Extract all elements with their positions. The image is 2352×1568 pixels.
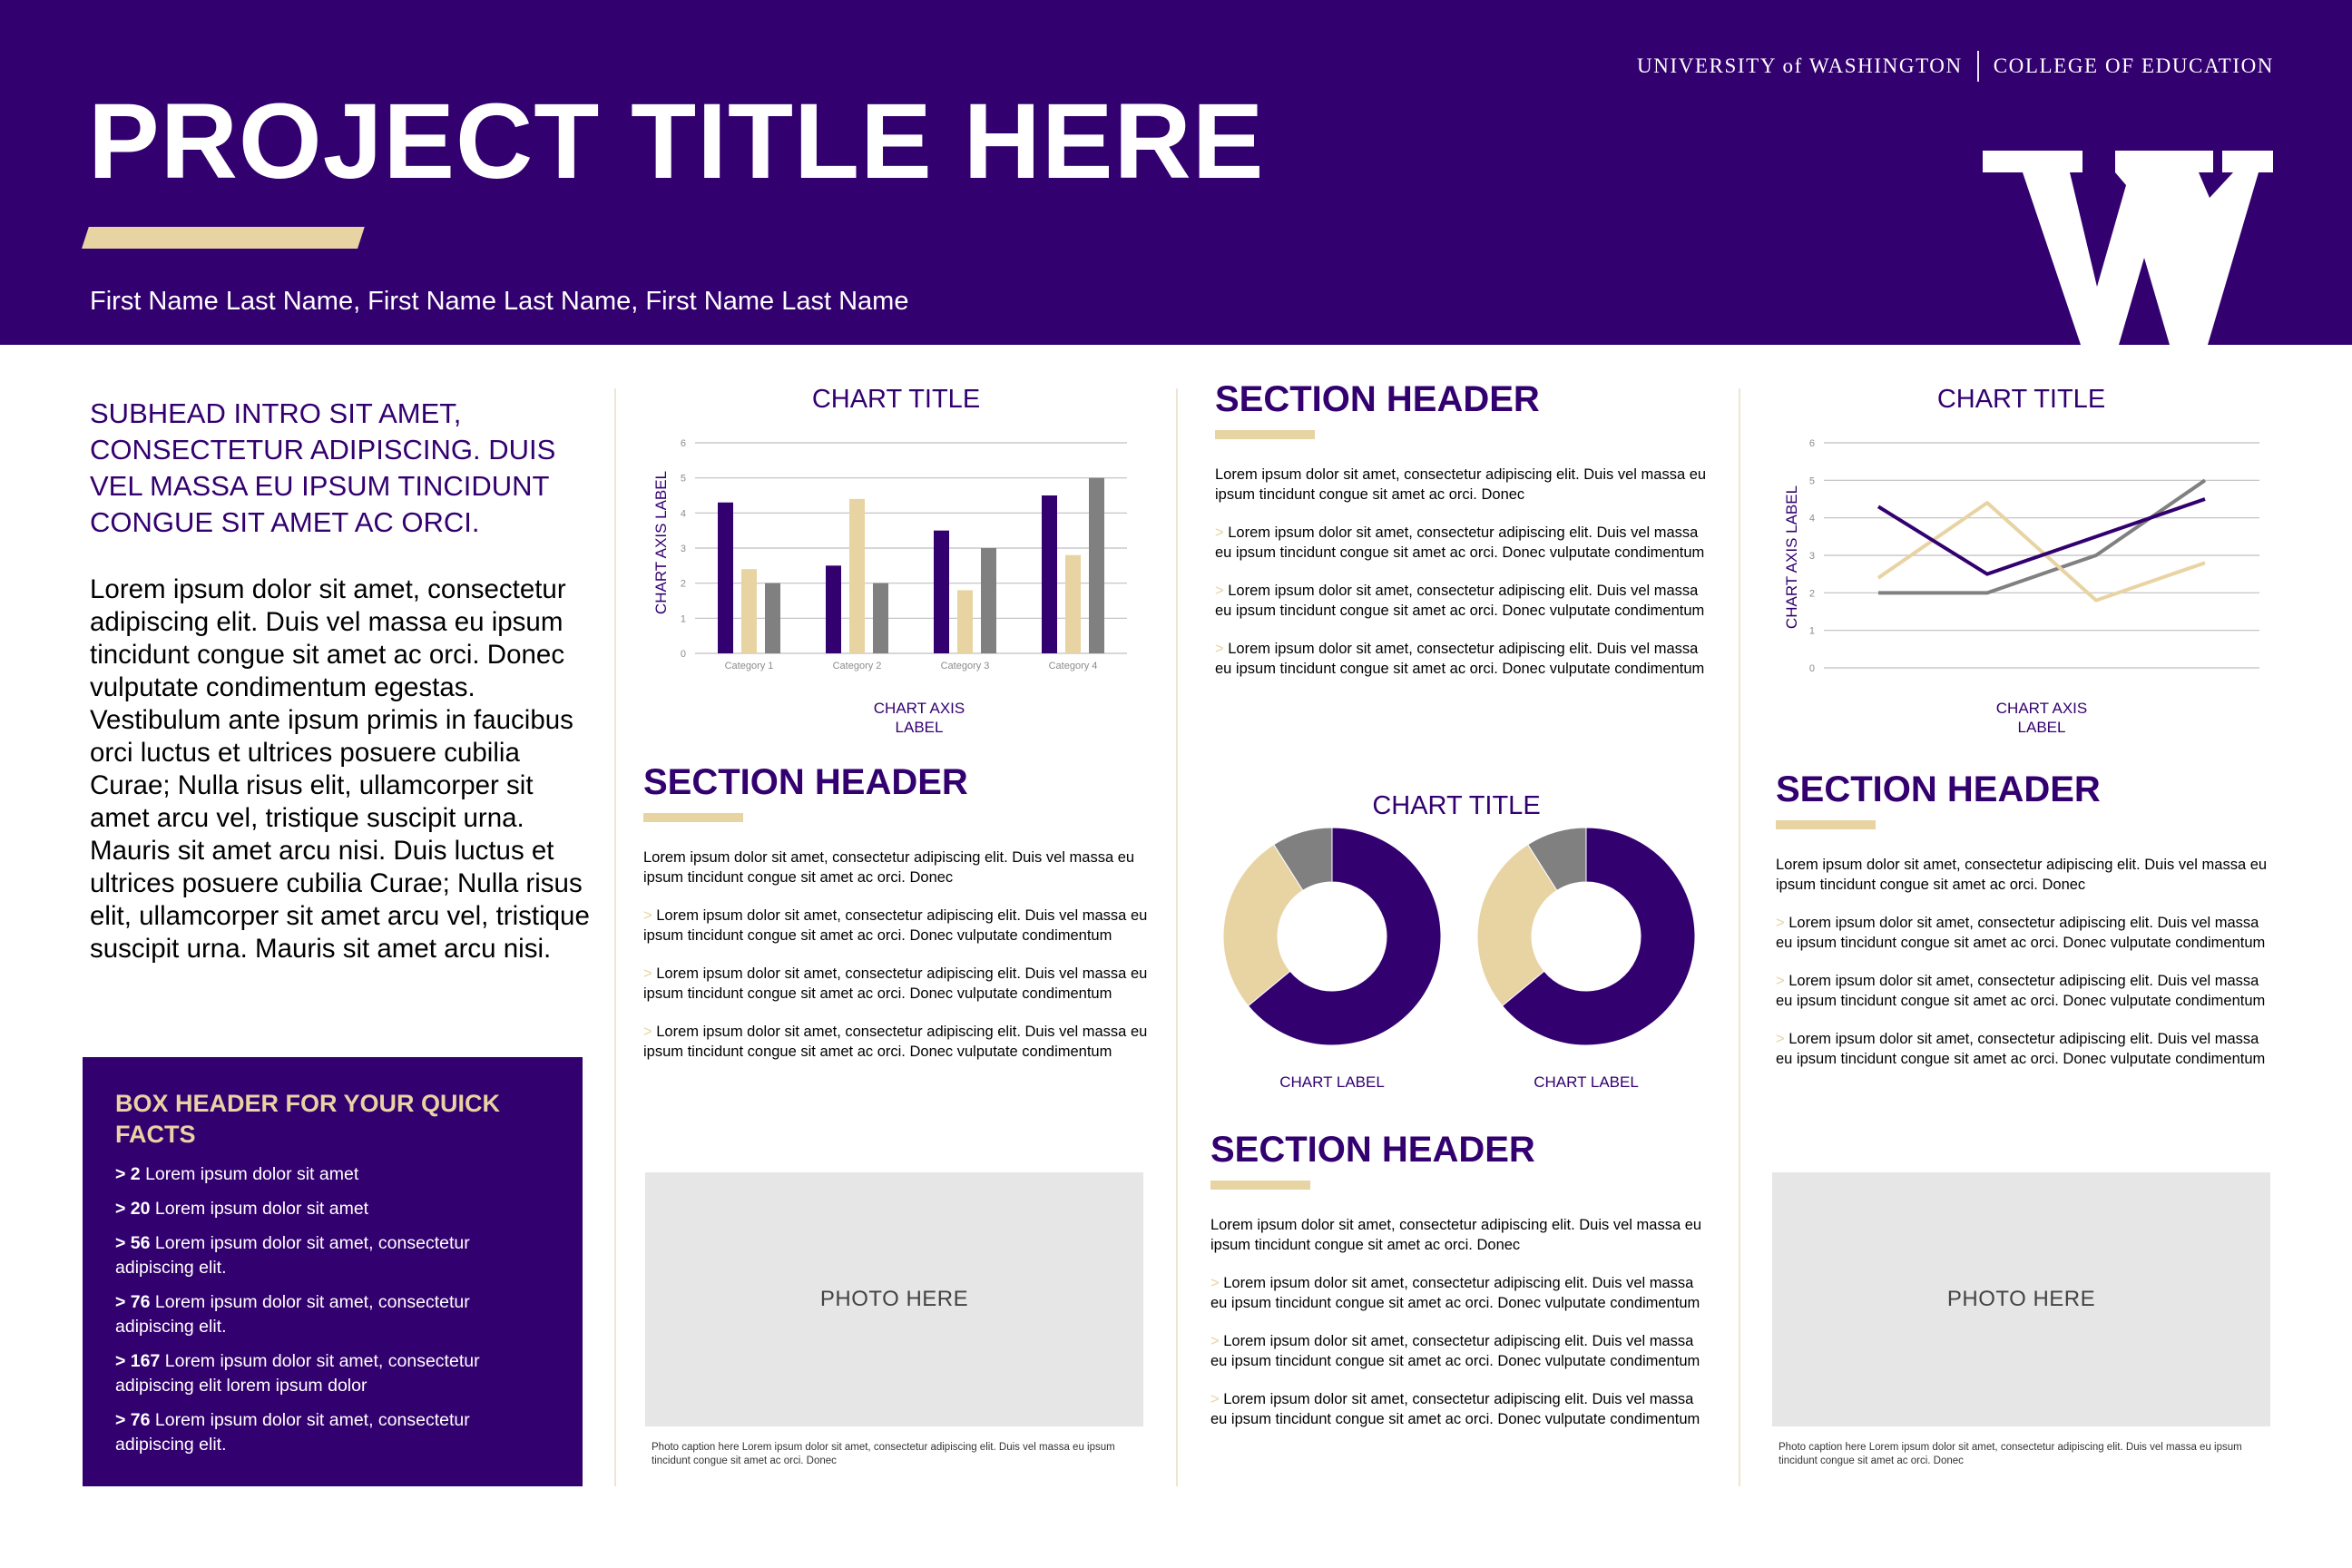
bullet-text: Lorem ipsum dolor sit amet, consectetur adipiscing elit. Duis vel massa eu ipsum tincidunt congue sit amet ac orci. Donec vulputate condimentum [643, 1024, 1148, 1060]
section-bullet [1215, 523, 1719, 563]
fact-text: Lorem ipsum dolor sit amet, consectetur adipiscing elit lorem ipsum dolor [115, 1351, 480, 1396]
fact-item [115, 1197, 550, 1221]
fact-number: > 56 [115, 1233, 151, 1253]
donut-right-label: CHART LABEL [1534, 1073, 1639, 1091]
fact-number: > 20 [115, 1199, 151, 1219]
section-bullet [643, 1022, 1152, 1062]
university-wordmark [1637, 51, 2274, 82]
section-bullet [1776, 913, 2279, 953]
section-rule [1215, 430, 1315, 439]
y-tick-label: 5 [680, 473, 686, 485]
section-header: SECTION HEADER [643, 762, 968, 802]
x-tick-label: Category 2 [832, 661, 882, 671]
bar [826, 565, 841, 653]
title-underline [82, 227, 365, 249]
college-name: COLLEGE OF EDUCATION [1993, 54, 2274, 77]
column-divider [614, 388, 616, 1486]
y-tick-label: 1 [680, 613, 686, 625]
bar [718, 503, 733, 653]
bar [765, 583, 780, 653]
intro-subhead: SUBHEAD INTRO SIT AMET, CONSECTETUR ADIPISCING. DUIS VEL MASSA EU IPSUM TINCIDUNT CONGUE SIT AMET AC ORCI. [90, 397, 556, 538]
section-header: SECTION HEADER [1215, 379, 1540, 419]
line-chart-y-axis-label: CHART AXIS LABEL [1783, 485, 1800, 630]
fact-item [115, 1231, 550, 1280]
y-tick-label: 6 [680, 438, 686, 449]
fact-text: Lorem ipsum dolor sit amet, consectetur adipiscing elit. [115, 1292, 470, 1337]
line-chart-x-axis-label: CHART AXIS LABEL [1995, 700, 2088, 736]
column-divider [1176, 388, 1178, 1486]
bullet-text: Lorem ipsum dolor sit amet, consectetur adipiscing elit. Duis vel massa eu ipsum tincidunt congue sit amet ac orci. Donec vulputate condimentum [1215, 641, 1705, 677]
poster-title: PROJECT TITLE HERE [88, 82, 1265, 201]
section-header: SECTION HEADER [1210, 1130, 1535, 1170]
y-tick-label: 5 [1808, 475, 1815, 487]
section-col4 [1776, 768, 2279, 1087]
bar [873, 583, 888, 653]
photo-caption: Photo caption here Lorem ipsum dolor sit amet, consectetur adipiscing elit. Duis vel massa eu ipsum tincidunt congue sit amet ac orci. Donec [652, 1442, 1115, 1466]
bullet-text: Lorem ipsum dolor sit amet, consectetur adipiscing elit. Duis vel massa eu ipsum tincidunt congue sit amet ac orci. Donec vulputate condimentum [1776, 915, 2266, 951]
section-rule [1776, 820, 1876, 829]
section-bullet [1210, 1331, 1714, 1371]
line-chart-title: CHART TITLE [1936, 385, 2106, 414]
bar [934, 531, 949, 653]
section-paragraph: Lorem ipsum dolor sit amet, consectetur adipiscing elit. Duis vel massa eu ipsum tincidunt congue sit amet ac orci. Donec [1776, 857, 2268, 893]
uw-w-logo [1983, 151, 2273, 345]
bullet-text: Lorem ipsum dolor sit amet, consectetur adipiscing elit. Duis vel massa eu ipsum tincidunt congue sit amet ac orci. Donec vulputate condimentum [643, 907, 1148, 944]
bullet-text: Lorem ipsum dolor sit amet, consectetur adipiscing elit. Duis vel massa eu ipsum tincidunt congue sit amet ac orci. Donec vulputate condimentum [1210, 1333, 1700, 1369]
bullet-text: Lorem ipsum dolor sit amet, consectetur adipiscing elit. Duis vel massa eu ipsum tincidunt congue sit amet ac orci. Donec vulputate condimentum [1776, 1031, 2266, 1067]
section-header: SECTION HEADER [1776, 769, 2101, 809]
y-tick-label: 2 [1808, 588, 1815, 600]
university-name: UNIVERSITY of WASHINGTON [1637, 54, 1963, 77]
bullet-text: Lorem ipsum dolor sit amet, consectetur adipiscing elit. Duis vel massa eu ipsum tincidunt congue sit amet ac orci. Donec vulputate condimentum [1210, 1391, 1700, 1427]
donut-chart-right [1475, 826, 1697, 1047]
fact-item [115, 1349, 550, 1398]
section-col3-top [1215, 377, 1719, 697]
series-line [1878, 499, 2205, 574]
section-bullet [1210, 1273, 1714, 1313]
bullet-marker: > [643, 965, 652, 982]
bar [1065, 555, 1081, 653]
intro-body: Lorem ipsum dolor sit amet, consectetur adipiscing elit. Duis vel massa eu ipsum tincidunt congue sit amet ac orci. Donec vulputate condimentum egestas. Vestibulum ante ipsum primis in faucibus orci luctus et ultrices posuere cubilia Curae; Nulla risus elit, ullamcorper sit amet arcu vel, tristique suscipit urna. Mauris sit amet arcu nisi. Duis luctus et ultrices posuere cubilia Curae; Nulla risus elit, ullamcorper sit amet arcu vel, tristique suscipit urna. Mauris sit amet arcu nisi. [90, 574, 590, 964]
x-tick-label: Category 4 [1048, 661, 1098, 671]
bar [1089, 478, 1104, 653]
bullet-marker: > [643, 1024, 652, 1040]
y-tick-label: 0 [680, 649, 686, 660]
section-paragraph: Lorem ipsum dolor sit amet, consectetur adipiscing elit. Duis vel massa eu ipsum tincidunt congue sit amet ac orci. Donec [643, 849, 1135, 886]
bullet-text: Lorem ipsum dolor sit amet, consectetur adipiscing elit. Duis vel massa eu ipsum tincidunt congue sit amet ac orci. Donec vulputate condimentum [643, 965, 1148, 1002]
bullet-marker: > [1210, 1275, 1220, 1291]
bar [741, 569, 757, 653]
section-paragraph: Lorem ipsum dolor sit amet, consectetur adipiscing elit. Duis vel massa eu ipsum tincidunt congue sit amet ac orci. Donec [1210, 1217, 1702, 1253]
bullet-text: Lorem ipsum dolor sit amet, consectetur adipiscing elit. Duis vel massa eu ipsum tincidunt congue sit amet ac orci. Donec vulputate condimentum [1215, 583, 1705, 619]
fact-text: Lorem ipsum dolor sit amet [140, 1164, 359, 1184]
bullet-marker: > [1210, 1391, 1220, 1407]
y-tick-label: 4 [680, 508, 686, 520]
photo-placeholder: PHOTO HERE [645, 1172, 1143, 1426]
y-tick-label: 3 [1808, 551, 1815, 562]
y-tick-label: 0 [1808, 663, 1815, 674]
bullet-marker: > [643, 907, 652, 924]
y-tick-label: 2 [680, 578, 686, 590]
fact-number: > 76 [115, 1410, 151, 1430]
quick-facts-header: BOX HEADER FOR YOUR QUICK FACTS [115, 1090, 501, 1148]
section-bullet [1215, 581, 1719, 621]
wordmark-divider [1977, 51, 1979, 82]
section-rule [643, 813, 743, 822]
x-tick-label: Category 1 [724, 661, 774, 671]
donut-charts-title: CHART TITLE [1372, 791, 1541, 820]
section-bullet [1776, 1029, 2279, 1069]
fact-number: > 76 [115, 1292, 151, 1312]
bar-chart [671, 426, 1143, 681]
bullet-marker: > [1215, 641, 1224, 657]
fact-text: Lorem ipsum dolor sit amet [150, 1199, 369, 1219]
fact-text: Lorem ipsum dolor sit amet, consectetur adipiscing elit. [115, 1233, 470, 1278]
bar [957, 590, 973, 653]
fact-text: Lorem ipsum dolor sit amet, consectetur adipiscing elit. [115, 1410, 470, 1455]
bullet-marker: > [1776, 973, 1785, 989]
section-rule [1210, 1181, 1310, 1190]
donut-left-label: CHART LABEL [1279, 1073, 1385, 1091]
bullet-marker: > [1776, 915, 1785, 931]
photo-placeholder: PHOTO HERE [1772, 1172, 2270, 1426]
y-tick-label: 4 [1808, 513, 1815, 524]
y-tick-label: 1 [1808, 625, 1815, 637]
donut-chart-left [1221, 826, 1443, 1047]
bullet-marker: > [1776, 1031, 1785, 1047]
author-list: First Name Last Name, First Name Last Name, First Name Last Name [90, 287, 909, 316]
fact-item [115, 1290, 550, 1339]
bar-chart-y-axis-label: CHART AXIS LABEL [652, 470, 670, 615]
y-tick-label: 6 [1808, 438, 1815, 449]
bullet-marker: > [1210, 1333, 1220, 1349]
fact-item [115, 1162, 550, 1187]
section-bullet [643, 964, 1152, 1004]
bullet-text: Lorem ipsum dolor sit amet, consectetur adipiscing elit. Duis vel massa eu ipsum tincidunt congue sit amet ac orci. Donec vulputate condimentum [1215, 524, 1705, 561]
x-tick-label: Category 3 [940, 661, 990, 671]
bar [1042, 495, 1057, 653]
section-bullet [1215, 639, 1719, 679]
section-bullet [1210, 1389, 1714, 1429]
fact-item [115, 1408, 550, 1457]
section-paragraph: Lorem ipsum dolor sit amet, consectetur adipiscing elit. Duis vel massa eu ipsum tincidunt congue sit amet ac orci. Donec [1215, 466, 1707, 503]
fact-number: > 2 [115, 1164, 141, 1184]
section-bullet [643, 906, 1152, 946]
bar [849, 499, 865, 653]
section-col2 [643, 760, 1152, 1080]
bar-chart-title: CHART TITLE [811, 385, 981, 414]
y-tick-label: 3 [680, 544, 686, 554]
photo-caption: Photo caption here Lorem ipsum dolor sit amet, consectetur adipiscing elit. Duis vel massa eu ipsum tincidunt congue sit amet ac orci. Donec [1779, 1442, 2242, 1466]
fact-number: > 167 [115, 1351, 161, 1371]
bullet-text: Lorem ipsum dolor sit amet, consectetur adipiscing elit. Duis vel massa eu ipsum tincidunt congue sit amet ac orci. Donec vulputate condimentum [1210, 1275, 1700, 1311]
bar-chart-x-axis-label: CHART AXIS LABEL [873, 700, 965, 736]
section-col3-bottom [1210, 1128, 1714, 1447]
bullet-marker: > [1215, 583, 1224, 599]
line-chart [1797, 434, 2269, 681]
column-divider [1739, 388, 1740, 1486]
poster-header [0, 0, 2352, 345]
bar [981, 548, 996, 653]
bullet-marker: > [1215, 524, 1224, 541]
section-bullet [1776, 971, 2279, 1011]
quick-facts-box [83, 1057, 583, 1486]
bullet-text: Lorem ipsum dolor sit amet, consectetur adipiscing elit. Duis vel massa eu ipsum tincidunt congue sit amet ac orci. Donec vulputate condimentum [1776, 973, 2266, 1009]
